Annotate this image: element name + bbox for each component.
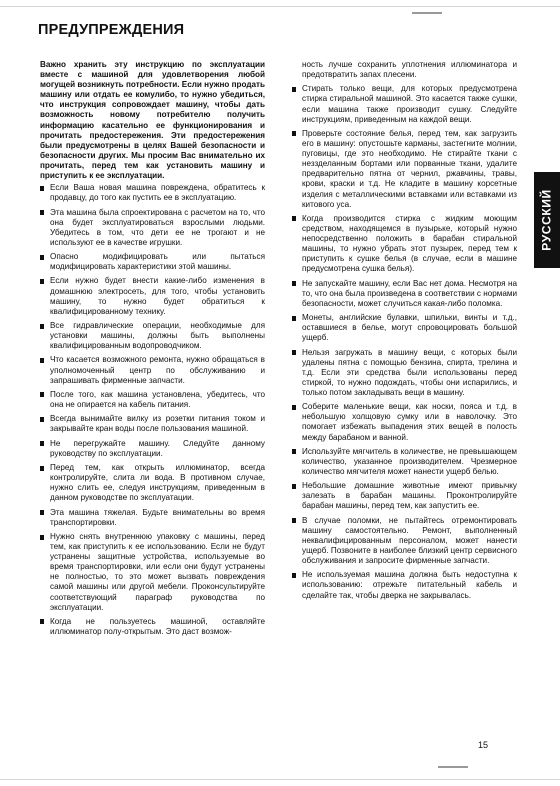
- warning-item: Если Ваша новая машина повреждена, обратитесь к продавцу, до того как пустить ее в эксплуатацию.: [40, 183, 265, 203]
- left-column: [40, 60, 265, 641]
- warning-item: Когда не пользуетесь машиной, оставляйте иллюминатор полу-открытым. Это даст возмож-: [40, 617, 265, 637]
- warning-item: Проверьте состояние белья, перед тем, как загрузить его в машину: опустошьте карманы, застегните молнии, пуговицы, где это необходимо. Не стирайте ткани с неззделанным бортами или порванные ткани, удалите предварительно пятна от чернил, ржавчины, травы, крови, краски и т.д. Не кладите в машину корсетные изделия с металлическими вставками или вставками из китового уса.: [292, 129, 517, 210]
- warning-item: Не перегружайте машину. Следуйте данному руководству по эксплуатации.: [40, 439, 265, 459]
- warning-item: Эта машина была спроектирована с расчетом на то, что она будет эксплуатироваться взрослыми людьми. Убедитесь в том, что дети ее не трогают и не используют ее в качестве игрушки.: [40, 208, 265, 248]
- warning-item: Небольшие домашние животные имеют привычку залезать в барабан машины. Проконтролируйте барабан машины, перед тем, как запустить ее.: [292, 481, 517, 511]
- warning-item: Нельзя загружать в машину вещи, с которых были удалены пятна с помощью бензина, спирта, трелина и т.д. Если эти средства были использованы перед стиркой, то нужно подождать, чтобы они испарились, и только потом закладывать вещи в машину.: [292, 348, 517, 398]
- warning-item: Нужно снять внутреннюю упаковку с машины, перед тем, как приступить к ее использованию. Если не будут устранены защитные устройства, используемые во время транспортировки, или если они будут устранены не полностью, то это может вызвать повреждения самой машины или другой мебели. Проконсультируйте соответствующий параграф руководства по эксплуатации.: [40, 532, 265, 613]
- warning-item: Что касается возможного ремонта, нужно обращаться в уполномоченный центр по обслуживанию и запрашивать фирменные запчасти.: [40, 355, 265, 385]
- page-number: 15: [478, 740, 489, 750]
- top-decorative-rule: [412, 12, 442, 14]
- bottom-decorative-rule: [438, 766, 468, 768]
- warning-item: В случае поломки, не пытайтесь отремонтировать машину самостоятельно. Ремонт, выполненный неквалифицированным персоналом, может нанести ущерб. Позвоните в наиболее близкий центр сервисного обслуживания и запросите фирменные запчасти.: [292, 516, 517, 566]
- warning-item: Все гидравлические операции, необходимые для установки машины, должны быть выполнены квалифицированным водопроводчиком.: [40, 321, 265, 351]
- warning-item: Не используемая машина должна быть недоступна к использованию: отрежьте питательный кабель и сделайте так, чтобы дверка не закрывалась.: [292, 570, 517, 600]
- right-column: [292, 60, 517, 605]
- top-border-line: [0, 6, 560, 7]
- warning-item: Перед тем, как открыть иллюминатор, всегда контролируйте, слита ли вода. В противном случае, нужно слить ее, следуя инструкциям, приведенным в данном руководстве по эксплуатации.: [40, 463, 265, 503]
- warning-item: После того, как машина установлена, убедитесь, что она не опирается на кабель питания.: [40, 390, 265, 410]
- language-tab-label: РУССКИЙ: [540, 189, 555, 251]
- warning-item: Стирать только вещи, для которых предусмотрена стирка стиральной машиной. Это касается также сушки, если машина также производит сушку. Следуйте инструкциям, приведенным на каждой вещи.: [292, 84, 517, 124]
- warning-item: Если нужно будет внести какие-либо изменения в домашнюю электросеть, для того, чтобы установить машину, то нужно будет обратиться к квалифицированному технику.: [40, 276, 265, 316]
- intro-paragraph: Важно хранить эту инструкцию по эксплуатации вместе с машиной для удовлетворения любой могущей возникнуть потребности. Если нужно продать машину или отдать ее комулибо, то нужно убедиться, что инструкция сопровождает машину, чтобы дать возможность новому потребителю получить информацию касательно ее функционирования и прочитать предостережения. Эти предостережения были предусмотрены в целях Вашей безопасности и безопасности других. Мы просим Вас внимательно их прочитать, перед тем как установить машину и приступить к ее эксплуатации.: [40, 60, 265, 181]
- warning-item: Монеты, английские булавки, шпильки, винты и т.д., оставшиеся в белье, могут спровоцировать большой ущерб.: [292, 313, 517, 343]
- warning-item: Не запускайте машину, если Вас нет дома. Несмотря на то, что она была произведена в соответствии с нормами безопасности, может случиться какая-либо поломка.: [292, 279, 517, 309]
- warning-item: Всегда вынимайте вилку из розетки питания током и закрывайте кран воды после пользования машиной.: [40, 414, 265, 434]
- page-title: ПРЕДУПРЕЖДЕНИЯ: [38, 22, 185, 38]
- left-warning-list: [40, 183, 265, 637]
- continued-paragraph: ность лучше сохранить уплотнения иллюминатора и предотвратить запах плесени.: [302, 60, 517, 80]
- warning-item: Когда производится стирка с жидким моющим средством, находящемся в пузырьке, который нужно непосредственно положить в барабан стиральной машины, то нужно убрать этот пузырек, перед тем к приступить к сушке белья (в случае, если в машине предусмотрена сушка белья).: [292, 214, 517, 275]
- language-tab: [534, 172, 560, 268]
- warning-item: Опасно модифицировать или пытаться модифицировать характеристики этой машины.: [40, 252, 265, 272]
- warning-item: Эта машина тяжелая. Будьте внимательны во время транспортировки.: [40, 508, 265, 528]
- warning-item: Используйте мягчитель в количестве, не превышающем количество, указанное производителем. Чрезмерное количество мягчителя может нанести ущерб белью.: [292, 447, 517, 477]
- right-warning-list: [292, 84, 517, 600]
- bottom-border-line: [0, 779, 560, 780]
- warning-item: Соберите маленькие вещи, как носки, пояса и т.д. в небольшую холщовую сумку или в наволочку. Это помогает избежать выпадения этих вещей в полость между барабаном и ванной.: [292, 402, 517, 442]
